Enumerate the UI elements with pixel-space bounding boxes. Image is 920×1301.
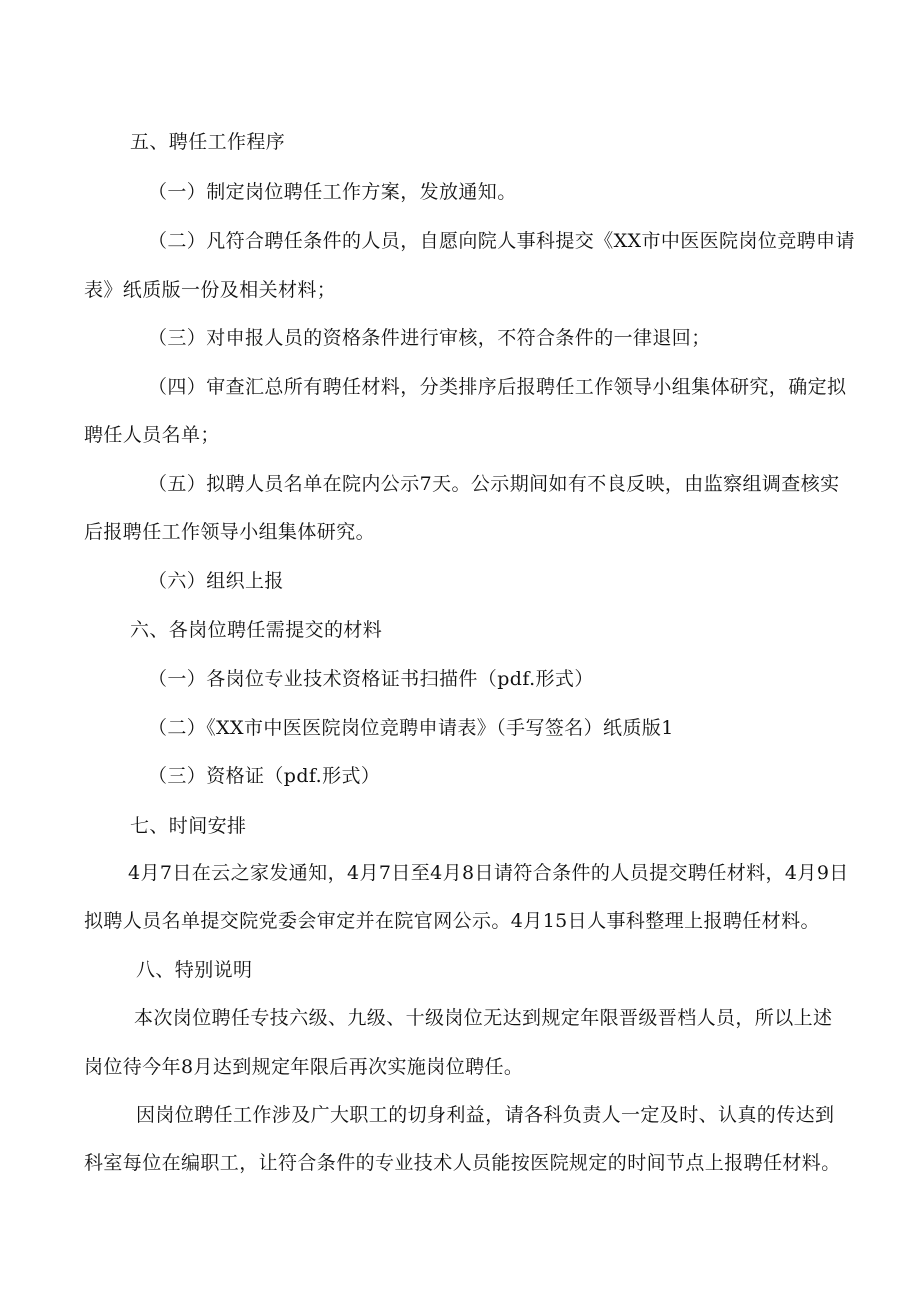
paragraph-6-2: （二）《XX市中医医院岗位竞聘申请表》（手写签名）纸质版1 bbox=[148, 717, 674, 739]
paragraph-5-2-line-1: （二）凡符合聘任条件的人员，自愿向院人事科提交《XX市中医医院岗位竞聘申请 bbox=[148, 230, 855, 252]
paragraph-5-6: （六）组织上报 bbox=[148, 570, 284, 592]
paragraph-5-4-line-1: （四）审查汇总所有聘任材料，分类排序后报聘任工作领导小组集体研究，确定拟 bbox=[148, 376, 847, 398]
paragraph-8-2-line-1: 因岗位聘任工作涉及广大职工的切身利益，请各科负责人一定及时、认真的传达到 bbox=[136, 1104, 835, 1126]
section-heading-8: 八、特别说明 bbox=[136, 959, 253, 981]
paragraph-7-1-line-2: 拟聘人员名单提交院党委会审定并在院官网公示。4月15日人事科整理上报聘任材料。 bbox=[84, 910, 820, 932]
paragraph-5-2-line-2: 表》纸质版一份及相关材料； bbox=[84, 279, 337, 301]
paragraph-5-5-line-1: （五）拟聘人员名单在院内公示7天。公示期间如有不良反映，由监察组调查核实 bbox=[148, 473, 840, 495]
section-heading-6: 六、各岗位聘任需提交的材料 bbox=[130, 619, 383, 641]
paragraph-5-3: （三）对申报人员的资格条件进行审核，不符合条件的一律退回； bbox=[148, 327, 711, 349]
paragraph-6-1: （一）各岗位专业技术资格证书扫描件（pdf.形式） bbox=[148, 668, 594, 690]
paragraph-6-3: （三）资格证（pdf.形式） bbox=[148, 765, 381, 787]
section-heading-5: 五、聘任工作程序 bbox=[130, 131, 286, 153]
paragraph-8-1-line-2: 岗位待今年8月达到规定年限后再次实施岗位聘任。 bbox=[84, 1056, 524, 1078]
paragraph-5-5-line-2: 后报聘任工作领导小组集体研究。 bbox=[84, 521, 376, 543]
paragraph-8-1-line-1: 本次岗位聘任专技六级、九级、十级岗位无达到规定年限晋级晋档人员，所以上述 bbox=[134, 1007, 833, 1029]
paragraph-5-1: （一）制定岗位聘任工作方案，发放通知。 bbox=[148, 181, 517, 203]
paragraph-8-2-line-2: 科室每位在编职工，让符合条件的专业技术人员能按医院规定的时间节点上报聘任材料。 bbox=[84, 1152, 841, 1174]
section-heading-7: 七、时间安排 bbox=[130, 815, 247, 837]
paragraph-5-4-line-2: 聘任人员名单； bbox=[84, 424, 220, 446]
paragraph-7-1-line-1: 4月7日在云之家发通知，4月7日至4月8日请符合条件的人员提交聘任材料，4月9日 bbox=[128, 862, 849, 884]
